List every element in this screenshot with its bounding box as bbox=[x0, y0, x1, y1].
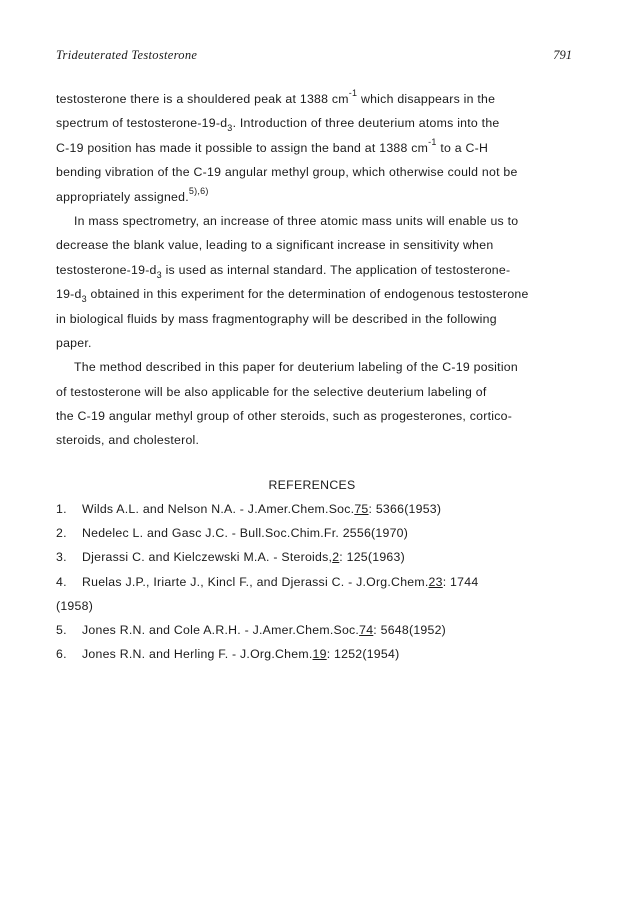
para2-line2: decrease the blank value, leading to a significant increase in sensitivity when bbox=[56, 238, 494, 253]
para1-line4: bending vibration of the C-19 angular methyl group, which otherwise could not be bbox=[56, 165, 518, 180]
running-title: Trideuterated Testosterone bbox=[56, 48, 198, 62]
para1-line3: C-19 position has made it possible to assign the band at 1388 $cm^{-1}$ to a C-H bbox=[56, 136, 489, 155]
para2-line6: paper. bbox=[56, 335, 92, 350]
reference-item: 1. Wilds A.L. and Nelson N.A. - J.Amer.Chem.Soc.75: 5366(1953) bbox=[56, 502, 442, 516]
para2-line5: in biological fluids by mass fragmentography will be described in the following bbox=[56, 311, 497, 326]
reference-item-continuation: (1958) bbox=[56, 598, 94, 613]
para2-line1: In mass spectrometry, an increase of three atomic mass units will enable us to bbox=[74, 213, 519, 228]
reference-item: 4. Ruelas J.P., Iriarte J., Kincl F., and Djerassi C. - J.Org.Chem.23: 1744 bbox=[56, 574, 479, 589]
para1-line2: spectrum of testosterone-$19-d_3$. Introduction of three deuterium atoms into the bbox=[56, 116, 500, 134]
references-heading: REFERENCES bbox=[268, 478, 356, 492]
reference-item: 6. Jones R.N. and Herling F. - J.Org.Chem.19: 1252(1954) bbox=[56, 647, 400, 662]
page-number: 791 bbox=[553, 48, 572, 62]
para2-line4: $19-d_3$ obtained in this experiment for the determination of endogenous testosterone bbox=[56, 287, 529, 305]
para3-line2: of testosterone will be also applicable for the selective deuterium labeling of bbox=[56, 384, 487, 399]
para3-line3: the C-19 angular methyl group of other steroids, such as progesterones, cortico- bbox=[56, 409, 513, 424]
para3-line1: The method described in this paper for deuterium labeling of the C-19 position bbox=[74, 360, 518, 375]
para1-line5: appropriately assigned.$^{5),6)}$ bbox=[56, 185, 209, 204]
body-text bbox=[56, 88, 576, 457]
reference-item: 5. Jones R.N. and Cole A.R.H. - J.Amer.Chem.Soc.74: 5648(1952) bbox=[56, 622, 447, 637]
reference-item: 3. Djerassi C. and Kielczewski M.A. - Steroids,2: 125(1963) bbox=[56, 550, 405, 565]
para1-line1: testosterone there is a shouldered peak at 1388 $cm^{-1}$ which disappears in the bbox=[56, 88, 496, 106]
reference-list bbox=[56, 501, 576, 670]
para3-line4: steroids, and cholesterol. bbox=[56, 433, 200, 448]
para2-line3: testosterone-$19-d_3$ is used as internal standard. The application of testosterone- bbox=[56, 262, 511, 280]
reference-item: 2. Nedelec L. and Gasc J.C. - Bull.Soc.Chim.Fr. 2556(1970) bbox=[56, 526, 409, 541]
